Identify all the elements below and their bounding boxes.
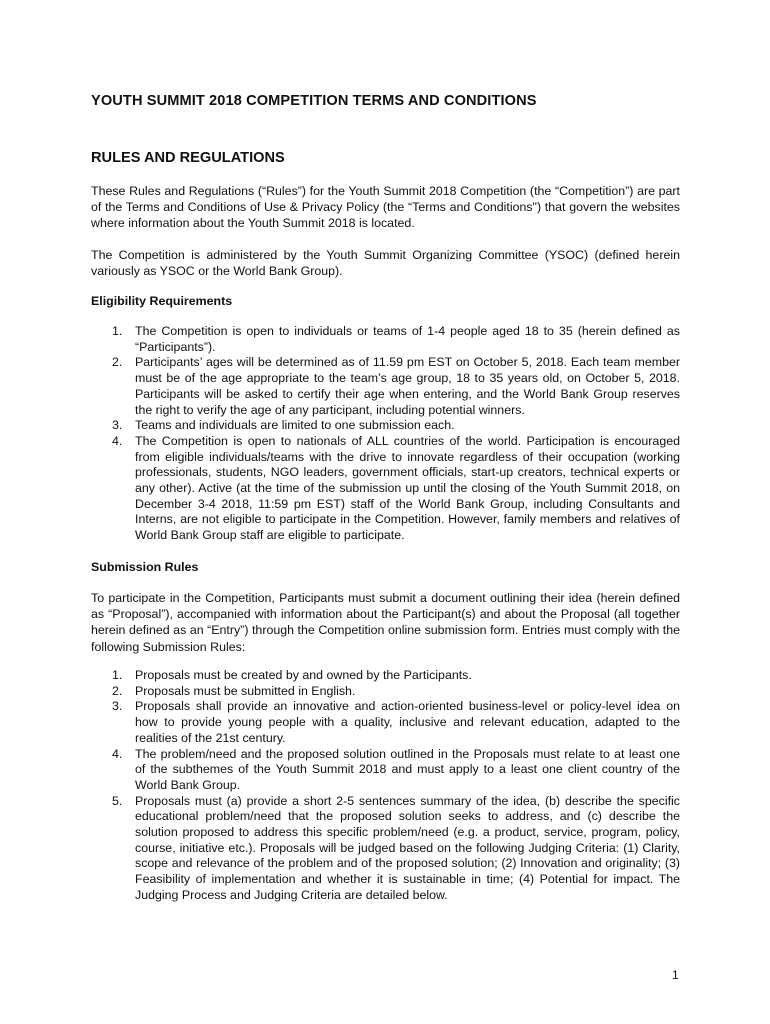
list-item	[91, 794, 680, 904]
submission-intro	[91, 590, 680, 655]
list-number: 4.	[112, 746, 123, 761]
intro-text: The Competition is administered by the Youth Summit Organizing Committee (YSOC) (defined herein variously as YSOC or the World Bank Group).	[91, 248, 680, 279]
list-text: Proposals must be submitted in English.	[135, 683, 356, 698]
list-item	[91, 418, 680, 434]
list-item	[91, 699, 680, 746]
list-text: Proposals must be created by and owned by the Participants.	[135, 668, 472, 682]
list-text: Proposals shall provide an innovative and action-oriented business-level or policy-level idea on how to provide young people with a quality, inclusive and relevant education, adapted to the realities of the 21st century.	[135, 699, 680, 745]
submission-heading: Submission Rules	[91, 560, 199, 574]
eligibility-heading: Eligibility Requirements	[91, 294, 233, 308]
list-item	[91, 355, 680, 418]
submission-section	[91, 559, 680, 575]
list-number: 1.	[112, 324, 123, 338]
document-title: YOUTH SUMMIT 2018 COMPETITION TERMS AND CONDITIONS	[91, 93, 537, 109]
intro-text: These Rules and Regulations (“Rules”) for the Youth Summit 2018 Competition (the “Competition”) are part of the Terms and Conditions of Use & Privacy Policy (the “Terms and Conditions") that govern the websites where information about the Youth Summit 2018 is located.	[91, 184, 680, 231]
list-item	[91, 434, 680, 544]
list-number: 2.	[112, 355, 123, 370]
list-number: 2.	[112, 683, 123, 698]
page-number: 1	[672, 968, 679, 982]
list-text: Proposals must (a) provide a short 2-5 sentences summary of the idea, (b) describe the specific educational problem/need that the proposed solution seeks to address, and (c) describe the solution proposed to address this specific problem/need (e.g. a product, service, program, policy, course, initiative etc.). Proposals will be judged based on the following Judging Criteria: (1) Clarity, scope and relevance of the problem and of the proposed solution; (2) Innovation and originality; (3) Feasibility of implementation and whether it is sustainable in time; (4) Potential for impact. The Judging Process and Judging Criteria are detailed below.	[135, 793, 680, 902]
submission-intro-text: To participate in the Competition, Participants must submit a document outlining their idea (herein defined as “Proposal”), accompanied with information about the Participant(s) and about the Proposal (all together herein defined as an “Entry”) through the Competition online submission form. Entries must comply with the following Submission Rules:	[91, 591, 680, 654]
list-number: 3.	[112, 699, 123, 714]
list-item	[91, 747, 680, 794]
list-number: 1.	[112, 668, 123, 682]
list-number: 4.	[112, 433, 123, 448]
list-text: Teams and individuals are limited to one submission each.	[135, 418, 455, 433]
intro-paragraph-1	[91, 183, 680, 232]
section-title: RULES AND REGULATIONS	[91, 150, 285, 166]
eligibility-list	[91, 324, 680, 544]
list-item	[91, 684, 680, 700]
list-text: The problem/need and the proposed solution outlined in the Proposals must relate to at least one of the subthemes of the Youth Summit 2018 and must apply to a least one client country of the World Bank Group.	[135, 746, 680, 792]
intro-paragraph-2	[91, 247, 680, 279]
list-item	[91, 668, 680, 684]
list-text: The Competition is open to individuals or teams of 1-4 people aged 18 to 35 (herein defined as “Participants”).	[135, 324, 680, 354]
list-item	[91, 324, 680, 355]
eligibility-section	[91, 293, 680, 309]
list-text: Participants’ ages will be determined as of 11.59 pm EST on October 5, 2018. Each team member must be of the age appropriate to the team’s age group, 18 to 35 years old, on October 5, 2018. Participants will be asked to certify their age when entering, and the World Bank Group reserves the right to verify the age of any participant, including potential winners.	[135, 355, 680, 417]
list-number: 5.	[112, 793, 123, 808]
list-text: The Competition is open to nationals of ALL countries of the world. Participation is encouraged from eligible individuals/teams with the drive to innovate regardless of their occupation (working professionals, students, NGO leaders, government officials, start-up creators, technical experts or any other). Active (at the time of the submission up until the closing of the Youth Summit 2018, on December 3-4 2018, 11:59 pm EST) staff of the World Bank Group, including Consultants and Interns, are not eligible to participate in the Competition. However, family members and relatives of World Bank Group staff are eligible to participate.	[135, 433, 680, 543]
submission-list	[91, 668, 680, 904]
list-number: 3.	[112, 418, 123, 433]
